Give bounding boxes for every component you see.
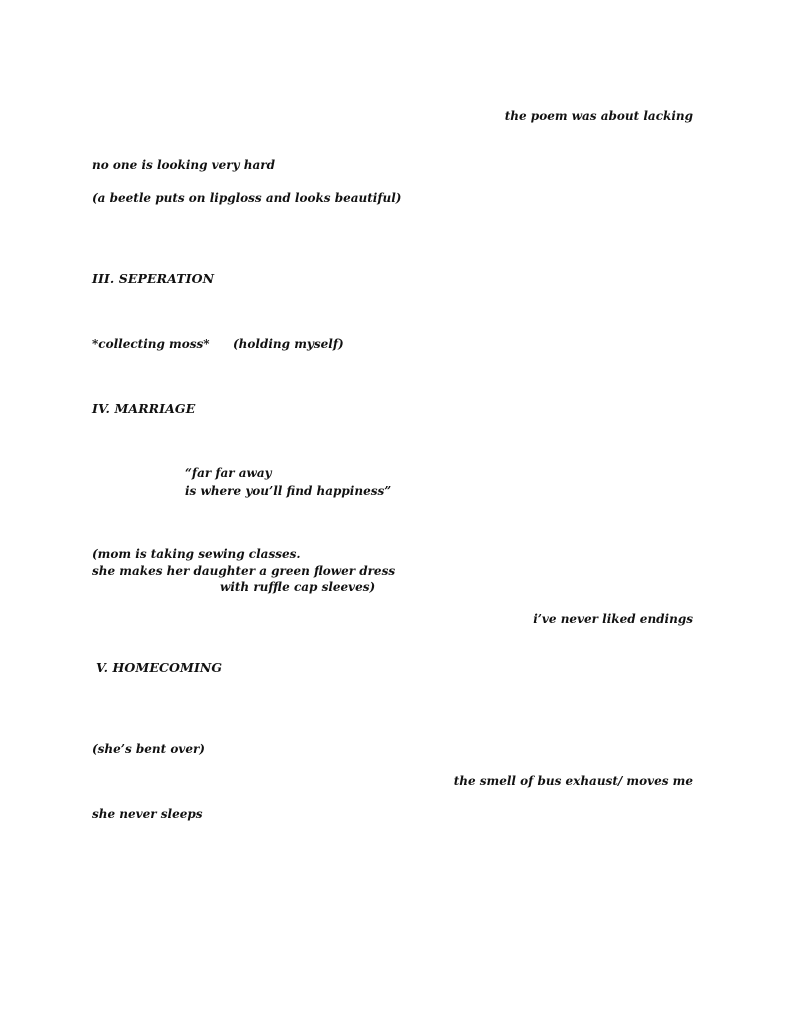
section-heading-marriage: IV. MARRIAGE	[92, 401, 196, 416]
section-heading-homecoming: V. HOMECOMING	[96, 660, 223, 675]
poem-line-sleeps: she never sleeps	[92, 807, 203, 821]
mom-line-1: (mom is taking sewing classes.	[92, 547, 301, 561]
poem-line-moss: *collecting moss*	[92, 337, 210, 351]
poem-line-bent: (she’s bent over)	[92, 742, 205, 756]
poem-line-beetle: (a beetle puts on lipgloss and looks beautiful)	[92, 191, 402, 205]
poem-line-looking: no one is looking very hard	[92, 158, 275, 172]
mom-line-2: she makes her daughter a green flower dress	[92, 564, 396, 578]
poem-line-lacking: the poem was about lacking	[504, 109, 693, 123]
mom-line-3: with ruffle cap sleeves)	[220, 580, 376, 594]
poem-line-endings: i’ve never liked endings	[533, 612, 693, 626]
poem-line-holding: (holding myself)	[233, 337, 344, 351]
quote-line-2: is where you’ll find happiness”	[185, 484, 392, 498]
section-heading-separation: III. SEPERATION	[92, 271, 215, 286]
poem-line-exhaust: the smell of bus exhaust/ moves me	[453, 774, 693, 788]
quote-line-1: “far far away	[185, 466, 272, 480]
